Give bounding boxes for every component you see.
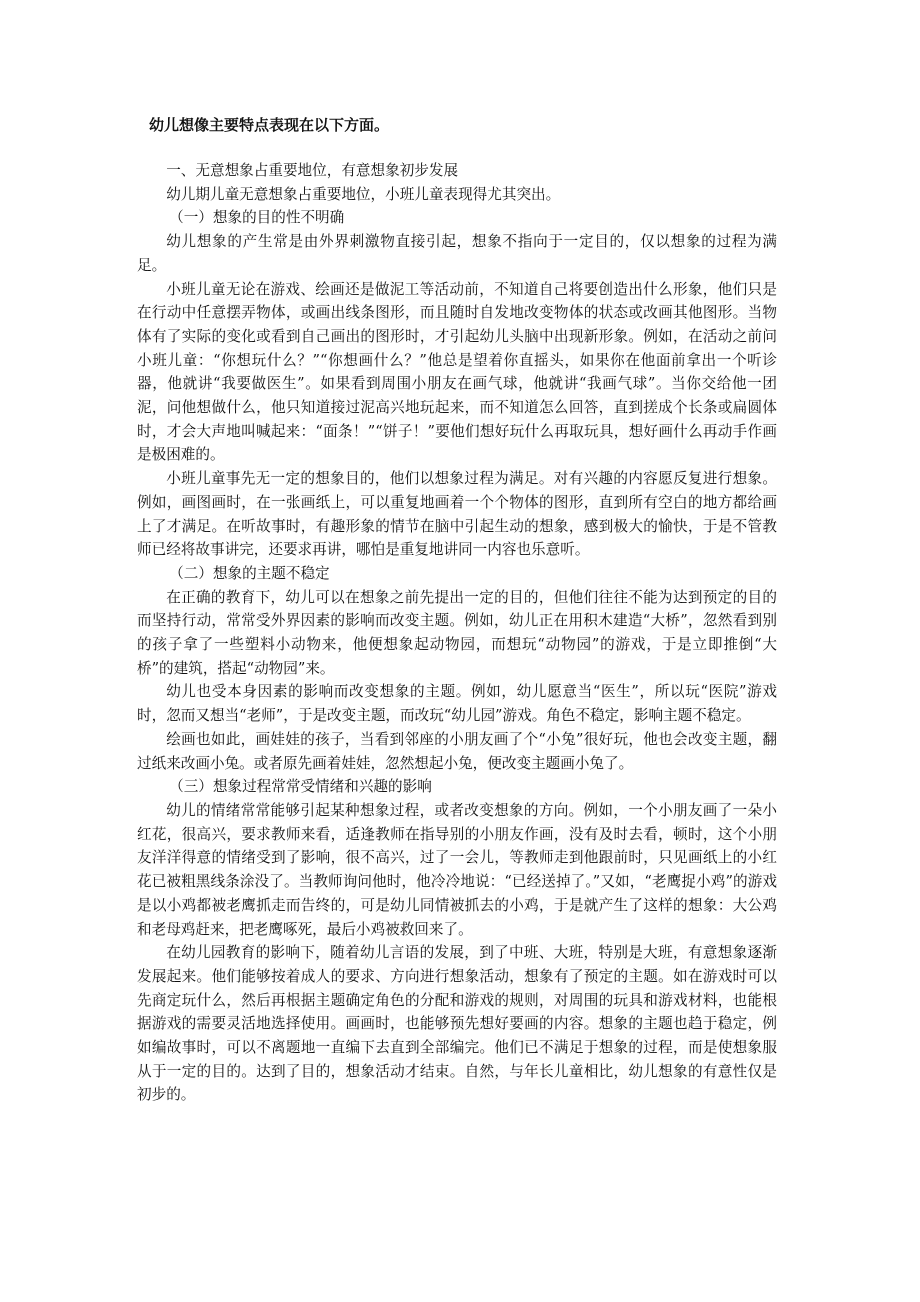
subsection-heading-2: （二）想象的主题不稳定 — [169, 564, 330, 582]
paragraph: 小班儿童无论在游戏、绘画还是做泥工等活动前，不知道自己将要创造出什么形象，他们只是在行动中任意摆弄物体，或画出线条图形，而且随时自发地改变物体的状态或改画其他图形。当物体有了实际的变化或看到自己画出的图形时，才引起幼儿头脑中出现新形象。例如，在活动之前问小班儿童：“你想玩什么？”“你想画什么？”他总是望着你直摇头，如果你在他面前拿出一个听诊器，他就讲“我要做医生”。如果看到周围小朋友在画气球，他就讲“我画气球”。当你交给他一团泥，问他想做什么，他只知道接过泥高兴地玩起来，而不知道怎么回答，直到搓成个长条或扁圆体时，才会大声地叫喊起来：“面条！”“饼子！”要他们想好玩什么再取玩具，想好画什么再动手作画是极困难的。 — [137, 280, 777, 464]
section-heading-1: 一、无意想象占重要地位，有意想象初步发展 — [166, 162, 459, 179]
document-title: 幼儿想像主要特点表现在以下方面。 — [149, 116, 390, 134]
paragraph: 幼儿想象的产生常是由外界刺激物直接引起，想象不指向于一定目的，仅以想象的过程为满足。 — [137, 233, 777, 274]
paragraph: 在幼儿园教育的影响下，随着幼儿言语的发展，到了中班、大班，特别是大班，有意想象逐渐发展起来。他们能够按着成人的要求、方向进行想象活动，想象有了预定的主题。如在游戏时可以先商定玩什么，然后再根据主题确定角色的分配和游戏的规则，对周围的玩具和游戏材料，也能根据游戏的需要灵活地选择使用。画画时，也能够预先想好要画的内容。想象的主题也趋于稳定，例如编故事时，可以不离题地一直编下去直到全部编完。他们已不满足于想象的过程，而是使想象服从于一定的目的。达到了目的，想象活动才结束。自然，与年长儿童相比，幼儿想象的有意性仅是初步的。 — [137, 944, 777, 1104]
paragraph: 小班儿童事先无一定的想象目的，他们以想象过程为满足。对有兴趣的内容愿反复进行想象。例如，画图画时，在一张画纸上，可以重复地画着一个个物体的图形，直到所有空白的地方都给画上了才满足。在听故事时，有趣形象的情节在脑中引起生动的想象，感到极大的愉快，于是不管教师已经将故事讲完，还要求再讲，哪怕是重复地讲同一内容也乐意听。 — [137, 470, 777, 559]
subsection-heading-1: （一）想象的目的性不明确 — [169, 209, 345, 227]
paragraph: 绘画也如此，画娃娃的孩子，当看到邻座的小朋友画了个“小兔”很好玩，他也会改变主题，翻过纸来改画小兔。或者原先画着娃娃，忽然想起小兔，便改变主题画小兔了。 — [137, 730, 777, 772]
document-body — [137, 159, 777, 1107]
subsection-heading-3: （三）想象过程常常受情绪和兴趣的影响 — [169, 778, 432, 796]
paragraph: 幼儿的情绪常常能够引起某种想象过程，或者改变想象的方向。例如，一个小朋友画了一朵小红花，很高兴，要求教师来看，适逢教师在指导别的小朋友作画，没有及时去看，顿时，这个小朋友洋洋得意的情绪受到了影响，很不高兴，过了一会儿，等教师走到他跟前时，只见画纸上的小红花已被粗黑线条涂没了。当教师询问他时，他冷冷地说：“已经送掉了。”又如，“老鹰捉小鸡”的游戏是以小鸡都被老鹰抓走而告终的，可是幼儿同情被抓去的小鸡，于是就产生了这样的想象：大公鸡和老母鸡赶来，把老鹰啄死，最后小鸡被救回来了。 — [137, 801, 777, 938]
paragraph: 幼儿也受本身因素的影响而改变想象的主题。例如，幼儿愿意当“医生”，所以玩“医院”游戏时，忽而又想当“老师”，于是改变主题，而改玩“幼儿园”游戏。角色不稳定，影响主题不稳定。 — [137, 683, 777, 725]
paragraph: 在正确的教育下，幼儿可以在想象之前先提出一定的目的，但他们往往不能为达到预定的目的而坚持行动，常常受外界因素的影响而改变主题。例如，幼儿正在用积木建造“大桥”，忽然看到别的孩子拿了一些塑料小动物来，他便想象起动物园，而想玩“动物园”的游戏，于是立即推倒“大桥”的建筑，搭起“动物园”来。 — [137, 588, 777, 677]
section-intro-paragraph: 幼儿期儿童无意想象占重要地位，小班儿童表现得尤其突出。 — [166, 185, 561, 203]
